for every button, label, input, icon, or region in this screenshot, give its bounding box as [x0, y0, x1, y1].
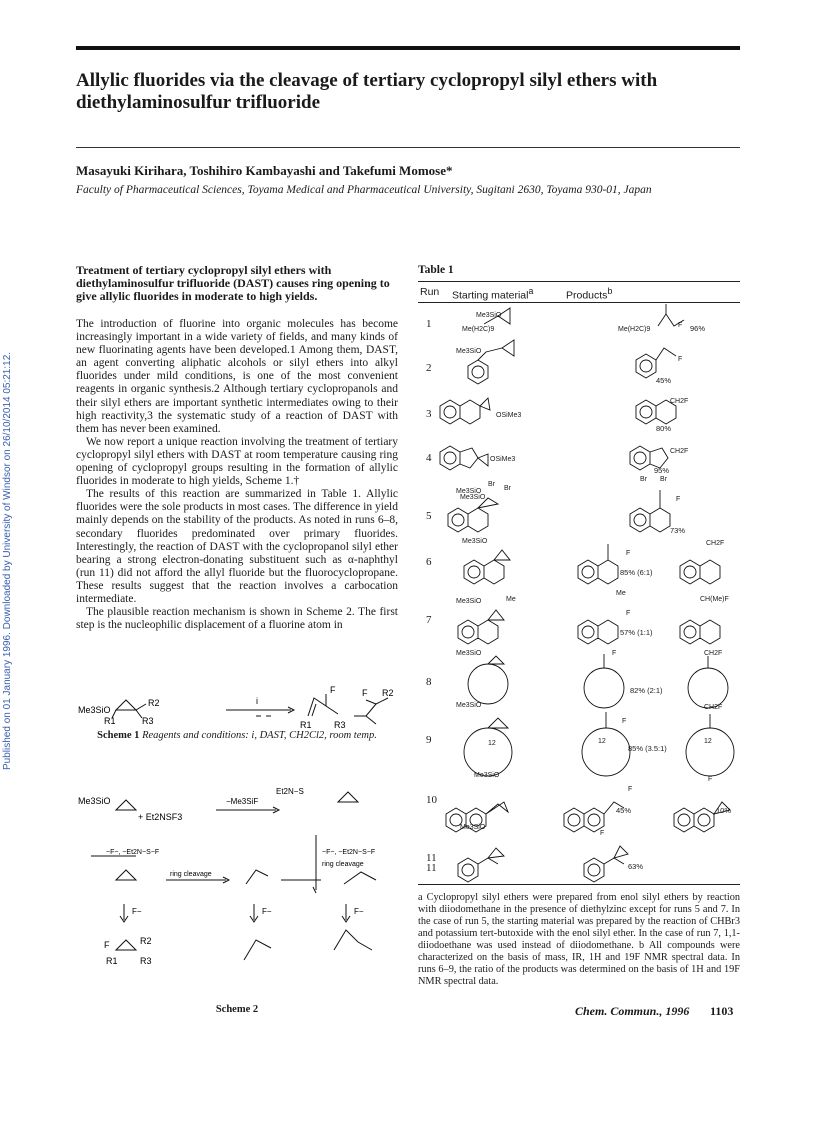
page-number: 1103	[710, 1004, 734, 1018]
yield: 80%	[656, 424, 672, 433]
run-number: 8	[426, 676, 432, 688]
label-br: Br	[488, 481, 495, 488]
label-ch2f: CH2F	[706, 540, 725, 547]
label-f: F	[676, 496, 681, 503]
label-me3sio: Me3SiO	[462, 538, 488, 545]
footnote-mark: b	[607, 286, 613, 296]
run-number: 6	[426, 556, 432, 568]
label-osime3: OSiMe3	[496, 412, 522, 419]
label-ring-size: 12	[598, 738, 606, 745]
label-ring-cleavage: ring cleavage	[170, 871, 212, 878]
label-me3sio: Me3SiO	[474, 772, 500, 779]
run-number: 2	[426, 362, 432, 374]
label-f: F	[708, 776, 713, 783]
scheme-1-caption	[76, 730, 398, 741]
body-text	[76, 318, 398, 632]
label-r1: R1	[300, 720, 312, 730]
label-f-minus: F−	[354, 907, 364, 916]
yield: 10%	[716, 806, 732, 815]
journal-name: Chem. Commun., 1996	[575, 1004, 690, 1018]
label-ch2f: CH2F	[704, 650, 723, 657]
label-me3sio: Me3SiO	[456, 488, 482, 495]
title-rule	[76, 147, 740, 148]
label-ring-cleavage: ring cleavage	[322, 861, 364, 868]
label-me3sio: Me3SiO	[476, 312, 502, 319]
footnote-mark: a	[528, 286, 534, 296]
affiliation: Faculty of Pharmaceutical Sciences, Toyama Medical and Pharmaceutical University, Sugitani 2630, Toyama 930-01, Japan	[76, 184, 652, 196]
label-f: F	[626, 610, 631, 617]
scheme-1-conditions: Reagents and conditions: i, DAST, CH2Cl2, room temp.	[142, 730, 377, 741]
label-osime3: OSiMe3	[490, 456, 516, 463]
label-elimination: −F−, −Et2N−S−F	[106, 849, 160, 856]
yield: 85% (6:1)	[620, 568, 653, 577]
yield: 85% (3.5:1)	[628, 744, 667, 753]
label-chmef: CH(Me)F	[700, 596, 729, 603]
label-f: F	[600, 830, 605, 837]
top-rule	[76, 46, 740, 50]
download-notice	[2, 351, 22, 770]
label-me3sio: Me3SiO	[456, 702, 482, 709]
table-bottom-rule	[418, 884, 740, 885]
label-f: F	[626, 550, 631, 557]
download-notice-text: Published on 01 January 1996. Downloaded by University of Windsor on 26/10/2014 05:21:12.	[2, 351, 13, 770]
scheme-2-caption: Scheme 2	[215, 1004, 259, 1015]
label-r3: R3	[142, 716, 154, 726]
label-r1: R1	[104, 716, 116, 726]
authors: Masayuki Kirihara, Toshihiro Kambayashi and Takefumi Momose*	[76, 163, 453, 178]
table-structures	[418, 304, 740, 884]
label-et2nsf3: + Et2NSF3	[138, 812, 183, 822]
scheme-1-diagram	[76, 678, 398, 758]
table-header-rule	[418, 302, 740, 303]
yield: 57% (1:1)	[620, 628, 653, 637]
label-me3sio: Me3SiO	[456, 650, 482, 657]
scheme-2-diagram	[76, 778, 398, 1008]
run-number: 9	[426, 734, 432, 746]
column-header-text: Products	[566, 289, 608, 302]
label-r2: R2	[148, 698, 160, 708]
label-f: F	[330, 685, 336, 695]
label-f: F	[622, 718, 627, 725]
table-top-rule	[418, 281, 740, 282]
label-ch2f: CH2F	[670, 448, 689, 455]
label-r2: R2	[140, 936, 152, 946]
yield: 82% (2:1)	[630, 686, 663, 695]
label-me3sio: Me3SiO	[460, 494, 486, 501]
label-me3sio: Me3SiO	[78, 796, 111, 806]
yield: 95%	[654, 466, 670, 475]
label-r3: R3	[140, 956, 152, 966]
label-ch2f: CH2F	[670, 398, 689, 405]
label-f-minus: F−	[132, 907, 142, 916]
yield: 63%	[628, 862, 644, 871]
article-title: Allylic fluorides via the cleavage of tertiary cyclopropyl silyl ethers with diethylaminosulfur trifluoride	[76, 70, 658, 113]
column-header-text: Starting material	[452, 289, 529, 302]
label-r1: R1	[106, 956, 118, 966]
label-f: F	[678, 322, 683, 329]
label-et2n-s: Et2N−S	[276, 787, 304, 796]
label-me3sio: Me3SiO	[460, 824, 486, 831]
label-br: Br	[504, 485, 511, 492]
label-me-h2c9: Me(H2C)9	[462, 326, 495, 333]
label-br: Br	[640, 476, 647, 483]
run-number: 3	[426, 408, 432, 420]
run-number: 1	[426, 318, 432, 330]
label-f: F	[362, 688, 368, 698]
column-header-products	[566, 286, 612, 302]
label-me-h2c9: Me(H2C)9	[618, 326, 651, 333]
run-number: 11	[426, 862, 437, 874]
label-ring-size: 12	[488, 740, 496, 747]
column-header-run: Run	[420, 286, 440, 298]
label-f: F	[104, 940, 110, 950]
label-f-minus: F−	[262, 907, 272, 916]
label-ch2f: CH2F	[704, 704, 723, 711]
label-me3sio: Me3SiO	[78, 705, 111, 715]
label-r3: R3	[334, 720, 346, 730]
table-title: Table 1	[418, 264, 454, 276]
yield: 73%	[670, 526, 686, 535]
label-ring-size: 12	[704, 738, 712, 745]
paragraph: The plausible reaction mechanism is shown in Scheme 2. The first step is the nucleophilic displacement of a fluorine atom in	[76, 606, 398, 632]
label-me: Me	[616, 590, 626, 597]
label-br: Br	[660, 476, 667, 483]
column-header-starting-material	[452, 286, 533, 302]
paragraph: The introduction of fluorine into organic molecules has become increasingly important in a wide variety of fields, and many kinds of new fluorinating agents have been developed.1 Among them, DAST, an agent converting aliphatic alcohols or silyl ethers into alkyl fluorides under mild conditions, is one of the most convenient reagents in organic synthesis.2 Although tertiary cyclopropanols and their silyl ethers are important synthetic intermediates owing to their high reactivity,3 the systematic study of a reaction of DAST with them has never been examined.	[76, 318, 398, 435]
label-minus-me3sif: −Me3SiF	[226, 797, 259, 806]
yield: 45%	[656, 376, 672, 385]
label-f: F	[628, 786, 633, 793]
label-me3sio: Me3SiO	[456, 348, 482, 355]
run-number: 10	[426, 794, 437, 806]
run-number: 11	[426, 852, 437, 864]
run-number: 7	[426, 614, 432, 626]
abstract: Treatment of tertiary cyclopropyl silyl ethers with diethylaminosulfur trifluoride (DAST) causes ring opening to give allylic fluorides in moderate to high yields.	[76, 263, 390, 303]
table-footnote: a Cyclopropyl silyl ethers were prepared from enol silyl ethers by reaction with diiodomethane in the presence of diethylzinc except for runs 5 and 7. In the case of run 5, the starting material was prepared by the reaction of CHBr3 and potassium tert-butoxide with the enol silyl ether. In the case of run 7, 1,1-diiodoethane was used instead of diiodomethane. b All compounds were characterized on the basis of mass, IR, 1H and 19F NMR spectral data. In runs 6–9, the ratio of the products was determined on the basis of 1H and 19F NMR spectral data.	[418, 892, 740, 987]
label-me: Me	[506, 596, 516, 603]
label-elimination: −F−, −Et2N−S−F	[322, 849, 376, 856]
yield: 96%	[690, 324, 706, 333]
label-reagent-i: i	[256, 696, 258, 706]
run-number: 5	[426, 510, 432, 522]
paragraph: The results of this reaction are summarized in Table 1. Allylic fluorides were the sole products in most cases. The difference in yield mainly depends on the stability of the products. As noted in runs 6–8, secondary fluorides predominated over primary fluorides. Interestingly, the reaction of DAST with the cyclopropanol silyl ether bearing a strong electron-donating substituent such as α-naphthyl (run 11) did not afford the allyl fluoride but the fluorocyclopropane. These results suggest that the reaction involves a carbocation intermediate.	[76, 488, 398, 605]
yield: 45%	[616, 806, 632, 815]
label-f: F	[678, 356, 683, 363]
paragraph: We now report a unique reaction involving the treatment of tertiary cyclopropyl silyl ethers with DAST at room temperature causing ring opening of cyclopropyl groups resulting in the formation of allylic fluorides in moderate to high yields, Scheme 1.†	[76, 435, 398, 488]
run-number: 4	[426, 452, 432, 464]
label-r2: R2	[382, 688, 394, 698]
label-f: F	[612, 650, 617, 657]
label-me3sio: Me3SiO	[456, 598, 482, 605]
scheme-1-label: Scheme 1	[97, 730, 140, 741]
